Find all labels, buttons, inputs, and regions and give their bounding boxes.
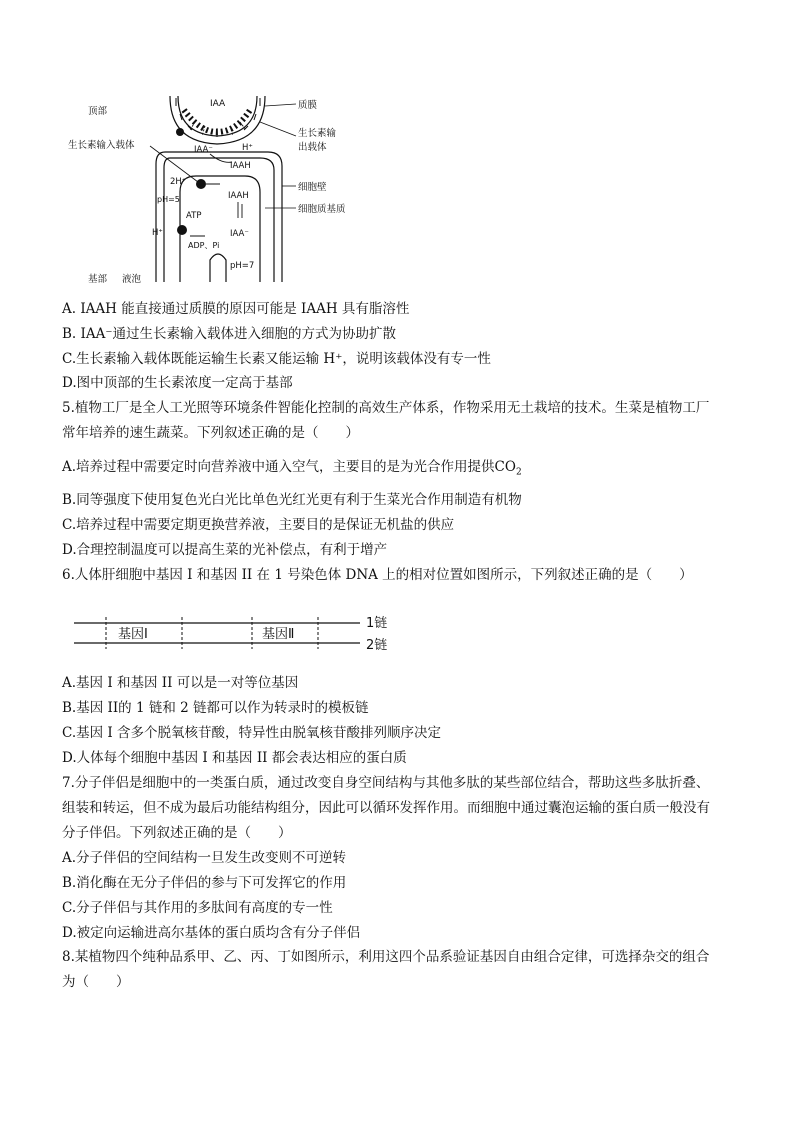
- influx-carrier-label: 生长素输入载体: [68, 140, 135, 151]
- iaa-minus-label-1: IAA⁻: [194, 145, 213, 155]
- co2-formula-sub: 2: [515, 467, 522, 478]
- two-h-plus-label: 2H⁺: [170, 177, 187, 187]
- q5-option-a: [62, 458, 522, 482]
- q6-option-d: D.人体每个细胞中基因 I 和基因 II 都会表达相应的蛋白质: [62, 750, 407, 766]
- membrane-label: 质膜: [298, 100, 318, 111]
- cytoplasm-matrix-label: 细胞质基质: [298, 204, 346, 215]
- efflux-carrier-icon: [176, 128, 184, 136]
- co2-formula-main: CO: [494, 459, 516, 475]
- q6-option-a: A.基因 I 和基因 II 可以是一对等位基因: [62, 675, 299, 691]
- iaah-label-1: IAAH: [230, 161, 251, 171]
- q7-stem-line2: 组装和转运，但不成为最后功能结构组分，因此可以循环发挥作用。而细胞中通过囊泡运输的蛋白质一般没有: [62, 800, 710, 816]
- gene-position-diagram: [60, 605, 410, 655]
- q4-option-d: D.图中顶部的生长素浓度一定高于基部: [62, 375, 293, 391]
- iaa-minus-label-2: IAA⁻: [230, 229, 249, 239]
- q4-option-a: A. IAAH 能直接通过质膜的原因可能是 IAAH 具有脂溶性: [62, 301, 410, 317]
- q4-option-b: B. IAA⁻通过生长素输入载体进入细胞的方式为协助扩散: [62, 326, 396, 342]
- q8-stem-line1: 8.某植物四个纯种品系甲、乙、丙、丁如图所示，利用这四个品系验证基因自由组合定律，可选择杂交的组合: [62, 949, 710, 965]
- q6-option-b: B.基因 II的 1 链和 2 链都可以作为转录时的模板链: [62, 700, 369, 716]
- q5-option-d: D.合理控制温度可以提高生菜的光补偿点，有利于增产: [62, 542, 388, 558]
- atp-label: ATP: [186, 211, 202, 221]
- q6-stem: 6.人体肝细胞中基因 I 和基因 II 在 1 号染色体 DNA 上的相对位置如图所示，下列叙述正确的是（ ）: [62, 567, 693, 583]
- gene-2-label: 基因Ⅱ: [262, 627, 295, 642]
- q8-stem-line2: 为（ ）: [62, 974, 130, 990]
- auxin-transport-diagram: [60, 92, 390, 292]
- proton-pump-icon: [177, 225, 187, 235]
- bottom-label: 基部: [88, 274, 108, 285]
- adp-pi-label: ADP、Pi: [188, 241, 220, 250]
- q5-option-b: B.同等强度下使用复色光白光比单色光红光更有利于生菜光合作用制造有机物: [62, 492, 522, 508]
- q7-option-b: B.消化酶在无分子伴侣的参与下可发挥它的作用: [62, 875, 347, 891]
- q7-option-a: A.分子伴侣的空间结构一旦发生改变则不可逆转: [62, 850, 347, 866]
- q7-option-d: D.被定向运输进高尔基体的蛋白质均含有分子伴侣: [62, 925, 361, 941]
- top-label: 顶部: [88, 106, 108, 117]
- efflux-carrier-label-2: 出载体: [298, 142, 327, 153]
- influx-carrier-icon: [196, 179, 206, 189]
- q4-option-c: C.生长素输入载体既能运输生长素又能运输 H⁺，说明该载体没有专一性: [62, 351, 491, 367]
- h-plus-label-1: H⁺: [242, 143, 253, 153]
- h-plus-label-2: H⁺: [152, 228, 163, 238]
- vacuole-label: 液泡: [122, 274, 142, 285]
- chain-1-label: 1链: [366, 616, 388, 631]
- q6-option-c: C.基因 I 含多个脱氧核苷酸，特异性由脱氧核苷酸排列顺序决定: [62, 725, 442, 741]
- ph5-label: pH=5: [157, 195, 180, 204]
- q5-option-a-text: A.培养过程中需要定时向营养液中通入空气，主要目的是为光合作用提供: [62, 459, 495, 475]
- gene-1-label: 基因Ⅰ: [118, 627, 148, 642]
- q7-option-c: C.分子伴侣与其作用的多肽间有高度的专一性: [62, 900, 333, 916]
- q5-option-c: C.培养过程中需要定期更换营养液，主要目的是保证无机盐的供应: [62, 517, 455, 533]
- ph7-label: pH=7: [230, 261, 255, 271]
- q5-stem-line1: 5.植物工厂是全人工光照等环境条件智能化控制的高效生产体系，作物采用无土栽培的技术。生菜是植物工厂: [62, 400, 710, 416]
- cell-wall-label: 细胞壁: [298, 182, 327, 193]
- iaah-label-2: IAAH: [228, 191, 249, 201]
- q7-stem-line1: 7.分子伴侣是细胞中的一类蛋白质，通过改变自身空间结构与其他多肽的某些部位结合，帮助这些多肽折叠、: [62, 775, 710, 791]
- iaa-top-label: IAA: [210, 99, 226, 109]
- efflux-carrier-label-1: 生长素输: [298, 128, 337, 139]
- chain-2-label: 2链: [366, 638, 388, 653]
- q7-stem-line3: 分子伴侣。下列叙述正确的是（ ）: [62, 825, 292, 841]
- co2-formula: [494, 459, 522, 478]
- q5-stem-line2: 常年培养的速生蔬菜。下列叙述正确的是（ ）: [62, 425, 359, 441]
